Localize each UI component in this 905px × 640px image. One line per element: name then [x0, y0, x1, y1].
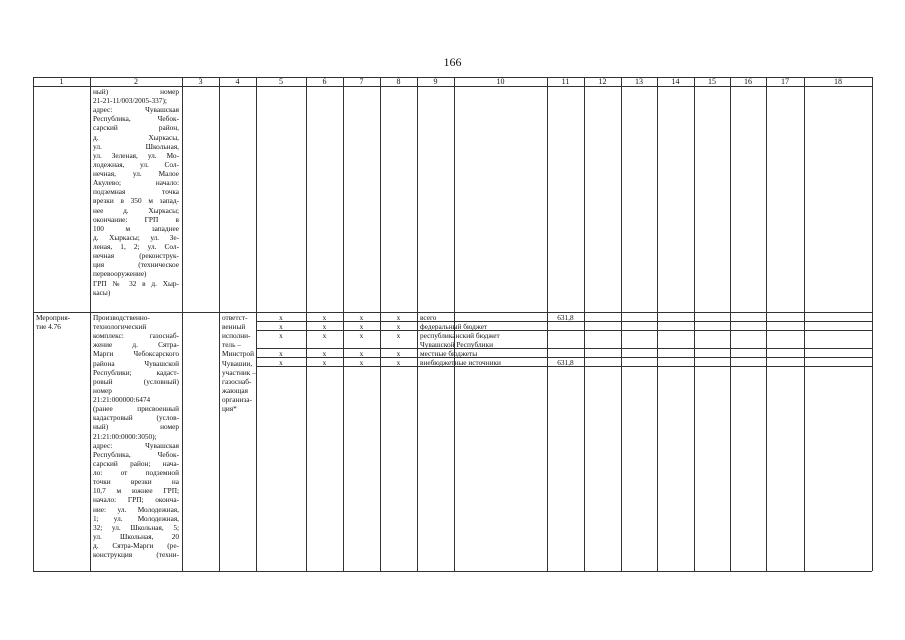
description-line: 32; ул. Школьная, 5; — [93, 522, 179, 532]
column-header: 6 — [322, 77, 327, 86]
description-line: адрес: Чувашская — [93, 440, 179, 450]
x-mark: x — [279, 331, 283, 340]
column-header: 1 — [59, 77, 64, 86]
description-line: ул. Школьная, — [93, 141, 179, 151]
x-mark: x — [359, 331, 364, 340]
description-line: нечная, ул. Малое — [93, 169, 179, 179]
description-line: нечная (реконструк- — [93, 251, 179, 261]
budget-table — [33, 77, 872, 571]
column-header: 18 — [834, 77, 842, 86]
description-line: сарский район, — [93, 123, 179, 133]
description-line: конструкция (техни- — [93, 550, 179, 560]
description-line: Марги Чебоксарского — [93, 349, 179, 359]
x-mark: x — [359, 349, 364, 358]
column-rule — [621, 77, 622, 571]
description-line: касы) — [93, 287, 111, 297]
x-mark: x — [396, 349, 401, 358]
description-line: точки врезки на — [93, 477, 179, 487]
x-mark: x — [396, 313, 401, 322]
description-line: лодежная, ул. Сол- — [93, 159, 179, 169]
x-mark: x — [396, 358, 401, 367]
responsible-line: жающая — [222, 385, 248, 395]
description-line: окончание: ГРП в — [93, 214, 179, 224]
description-line: Республики; кадаст- — [93, 367, 179, 377]
column-header: 2 — [134, 77, 138, 86]
amount-value: 631,8 — [557, 358, 574, 367]
funding-source: всего — [420, 313, 437, 322]
x-mark: x — [359, 358, 364, 367]
description-line: (ранее присвоенный — [93, 404, 179, 414]
column-header: 10 — [496, 77, 505, 86]
description-line: леная, 1, 2; ул. Сол- — [93, 242, 179, 252]
column-rule — [33, 77, 34, 571]
column-rule — [219, 77, 220, 571]
description-line: ный) номер — [93, 422, 179, 432]
x-mark: x — [396, 322, 401, 331]
x-mark: x — [322, 322, 327, 331]
x-mark: x — [359, 313, 364, 322]
x-mark: x — [322, 358, 327, 367]
description-line: кадастровый (услов- — [93, 413, 179, 423]
responsible-line: Минстрой — [222, 349, 255, 359]
column-header: 9 — [433, 77, 438, 86]
funding-source: республиканский бюджет — [420, 331, 500, 340]
description-line: подземная точка — [93, 187, 179, 197]
page-number: 166 — [443, 55, 462, 69]
column-header: 7 — [359, 77, 364, 86]
description-line: Акулево; начало: — [93, 178, 179, 188]
column-rule — [872, 77, 873, 571]
x-mark: x — [322, 331, 327, 340]
description-line: ние: ул. Молодежная, — [93, 504, 179, 514]
description-line: ул. Школьная, 20 — [93, 531, 179, 541]
amount-value: 631,8 — [557, 313, 574, 322]
column-header: 13 — [635, 77, 643, 86]
description-line: д. Хыркасы, — [93, 132, 179, 142]
responsible-line: ответст- — [222, 313, 248, 322]
description-line: номер — [93, 385, 112, 395]
responsible-line: исполни- — [222, 331, 251, 341]
responsible-line: тель – — [222, 340, 241, 350]
description-line: д. Хыркасы; ул. Зе- — [93, 232, 179, 242]
column-header: 8 — [396, 77, 401, 86]
responsible-line: участник – — [222, 367, 256, 377]
responsible-line: ция* — [222, 404, 237, 414]
funding-source: федеральный бюджет — [420, 322, 488, 331]
column-rule — [766, 77, 767, 571]
column-header: 12 — [598, 77, 607, 86]
column-header: 11 — [561, 77, 570, 86]
responsible-line: венный — [222, 322, 246, 332]
column-header: 3 — [198, 77, 203, 86]
x-mark: x — [279, 313, 283, 322]
description-line: жение д. Сятра- — [93, 340, 179, 350]
funding-source: внебюджетные источники — [420, 358, 501, 367]
description-line: начало: ГРП; оконча- — [93, 495, 179, 505]
column-header: 14 — [671, 77, 680, 86]
x-mark: x — [322, 313, 327, 322]
responsible-line: газоснаб- — [222, 376, 252, 386]
description-line: комплекс: газоснаб- — [93, 331, 179, 341]
column-header: 4 — [235, 77, 240, 86]
description-line: 10,7 м южнее ГРП; — [93, 486, 179, 496]
x-mark: x — [396, 331, 401, 340]
description-line: нее д. Хыркасы; — [93, 205, 179, 215]
description-line: перевооружение) — [93, 269, 147, 279]
column-header: 17 — [781, 77, 789, 86]
column-rule — [547, 77, 548, 571]
description-line: ГРП № 32 в д. Хыр- — [93, 278, 179, 288]
column-rule — [730, 77, 731, 571]
description-line: 1; ул. Молодежная, — [93, 513, 179, 523]
description-line: Республика, Чебок- — [93, 114, 179, 124]
description-line: Республика, Чебок- — [93, 449, 179, 459]
description-line: 21:21:000000:6474 — [93, 395, 151, 405]
description-line: 21-21-11/003/2005-337); — [93, 96, 167, 106]
table-bottom-rule — [33, 571, 872, 572]
column-rule — [584, 77, 585, 571]
description-line: 21:21:00:0000:3050); — [93, 431, 157, 441]
description-line: района Чувашской — [93, 358, 179, 368]
description-line: адрес: Чувашская — [93, 105, 179, 115]
x-mark: x — [279, 349, 283, 358]
description-line: врезки в 350 м запад- — [93, 196, 179, 206]
funding-source: местные бюджеты — [420, 349, 478, 358]
description-line: ный) номер — [93, 87, 179, 96]
column-header: 5 — [279, 77, 283, 86]
responsible-line: организа- — [222, 395, 252, 405]
description-line: ло: от подземной — [93, 468, 179, 478]
column-rule — [657, 77, 658, 571]
measure-label-line: тие 4.76 — [36, 322, 61, 332]
column-rule — [417, 77, 418, 571]
responsible-line: Чувашии, — [222, 358, 253, 368]
description-line: д. Сятра-Марги (ре- — [93, 541, 179, 550]
description-line: ул. Зеленая, ул. Мо- — [93, 150, 179, 160]
funding-source-continued: Чувашской Республики — [420, 339, 493, 349]
description-line: ция (техническое — [93, 260, 179, 270]
measure-label-line: Мероприя- — [36, 313, 71, 322]
description-line: технологический — [93, 322, 147, 332]
column-header: 16 — [744, 77, 752, 86]
x-mark: x — [279, 322, 283, 331]
description-line: Производственно- — [93, 313, 150, 322]
x-mark: x — [359, 322, 364, 331]
x-mark: x — [322, 349, 327, 358]
column-rule — [694, 77, 695, 571]
x-mark: x — [279, 358, 283, 367]
description-line: сарский район; нача- — [93, 458, 179, 468]
column-rule — [90, 77, 91, 571]
description-line: ровый (условный) — [93, 376, 179, 386]
column-rule — [804, 77, 805, 571]
description-line: 100 м западнее — [93, 223, 179, 233]
column-rule — [182, 77, 183, 571]
column-header: 15 — [708, 77, 716, 86]
